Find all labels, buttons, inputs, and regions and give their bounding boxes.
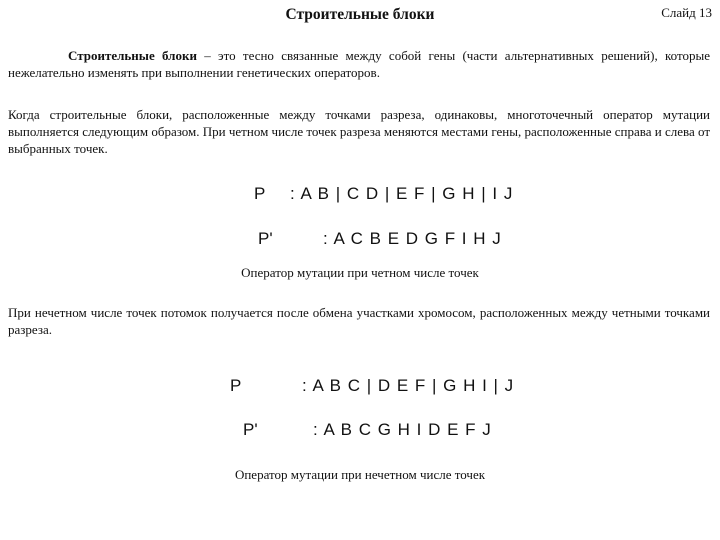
slide-number: Слайд 13 bbox=[661, 5, 712, 20]
definition-paragraph bbox=[8, 47, 710, 81]
odd-points-paragraph: При нечетном числе точек потомок получается после обмена участками хромосом, расположенных между четными точками разреза. bbox=[8, 305, 710, 337]
parent-label: P bbox=[254, 184, 266, 203]
offspring-chromosome: : A B C G H I D E F J bbox=[313, 420, 492, 439]
parent-chromosome: : A B C | D E F | G H I | J bbox=[302, 376, 515, 395]
definition-text: – это тесно связанные между собой гены (части альтернативных решений), которые нежелательно изменять при выполнении генетических операторов. bbox=[8, 48, 710, 80]
parent-label: P bbox=[230, 376, 242, 395]
offspring-chromosome: : A C B E D G F I H J bbox=[323, 229, 502, 248]
offspring-label: P' bbox=[243, 420, 258, 439]
offspring-label: P' bbox=[258, 229, 273, 248]
definition-term: Строительные блоки bbox=[68, 48, 197, 63]
parent-chromosome: : A B | C D | E F | G H | I J bbox=[290, 184, 514, 203]
odd-caption: Оператор мутации при нечетном числе точек bbox=[234, 467, 486, 482]
even-points-paragraph: Когда строительные блоки, расположенные между точками разреза, одинаковы, многоточечный оператор мутации выполняется следующим образом. При четном числе точек разреза меняются местами гены, расположенные справа и слева от выбранных точек. bbox=[8, 107, 710, 156]
slide-title: Строительные блоки bbox=[285, 6, 435, 23]
even-caption: Оператор мутации при четном числе точек bbox=[241, 265, 479, 280]
